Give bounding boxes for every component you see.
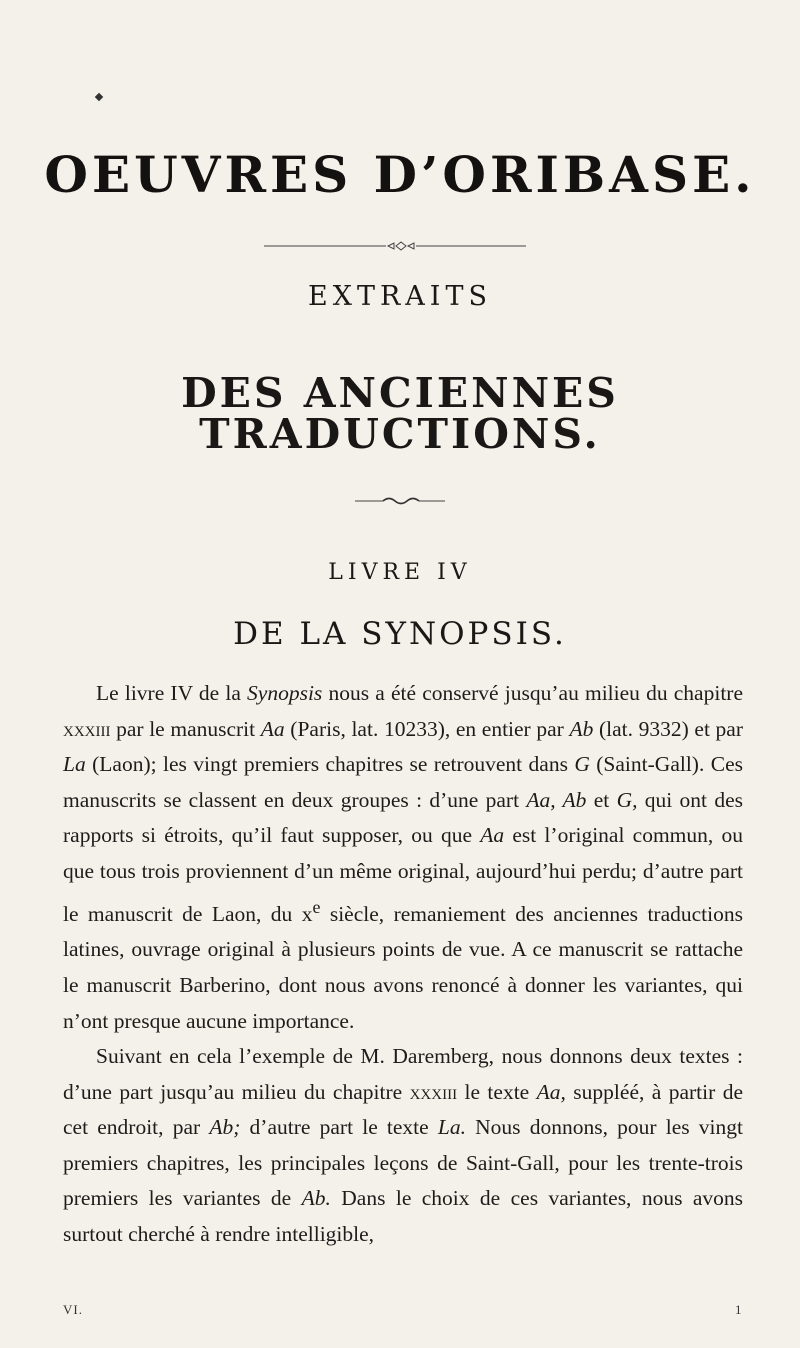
- text-run: (Paris, lat. 10233), en entier par: [284, 716, 570, 741]
- text-run: Le livre IV de la: [96, 681, 248, 705]
- ornament-rule-top-icon: [264, 241, 536, 251]
- italic-run: Aa: [480, 823, 505, 848]
- roman-numeral: xxxiii: [63, 716, 111, 741]
- text-run: siècle, remaniement des anciennes traductions latines, ouvrage original à plusieurs points de vue. A ce manuscrit se rattache le manuscrit Barberino, dont nous avons renoncé à donner les variantes, qui n’ont presque aucune importance.: [63, 901, 743, 1033]
- ornament-rule-top: [0, 236, 800, 255]
- roman-numeral: xxxiii: [409, 1079, 458, 1104]
- superscript: e: [312, 896, 321, 917]
- text-run: le texte: [457, 1079, 537, 1104]
- text-run: (lat. 9332) et par: [593, 716, 743, 741]
- synopsis-heading: DE LA SYNOPSIS.: [233, 616, 567, 652]
- text-run: nous a été conservé jusqu’au milieu du chapitre: [322, 681, 743, 705]
- livre-heading: LIVRE IV: [328, 560, 472, 585]
- italic-run: Ab;: [209, 1115, 241, 1140]
- traductions-heading: DES ANCIENNES TRADUCTIONS.: [181, 369, 619, 458]
- text-run: (Laon); les vingt premiers chapitres se retrouvent dans: [85, 752, 575, 777]
- italic-run: Aa,: [536, 1079, 566, 1104]
- text-run: suppléé, à partir de cet endroit, par: [63, 1079, 743, 1140]
- ornament-rule-middle: [0, 491, 800, 510]
- italic-run: Synopsis: [247, 681, 323, 705]
- text-run: Nous donnons, pour les vingt premiers chapitres, les principales leçons de Saint-Gall, pour les trente-trois premiers les variantes de: [63, 1115, 743, 1211]
- text-run: est l’original commun, ou que tous trois proviennent d’un même original, aujourd’hui perdu; d’autre part le manuscrit de Laon, du x: [63, 823, 743, 926]
- italic-run: Ab.: [301, 1186, 331, 1211]
- main-title: OEUVRES D’ORIBASE.: [44, 145, 756, 204]
- paragraph-2: [63, 1039, 743, 1253]
- ink-mark: [95, 93, 103, 101]
- gathering-number: 1: [735, 1302, 742, 1317]
- italic-run: G: [574, 752, 590, 777]
- text-run: d’autre part le texte: [240, 1115, 438, 1140]
- extraits-heading: EXTRAITS: [308, 281, 492, 312]
- ornament-rule-middle-icon: [355, 496, 445, 506]
- text-run: par le manuscrit: [110, 716, 261, 741]
- text-run: Dans le choix de ces variantes, nous avons surtout cherché à rendre intelligible,: [63, 1186, 744, 1247]
- body-text: [63, 676, 743, 1253]
- italic-run: La: [63, 752, 86, 777]
- text-run: et: [586, 787, 617, 812]
- italic-run: G,: [616, 787, 638, 812]
- text-run: qui ont des rapports si étroits, qu’il faut supposer, ou que: [63, 787, 743, 848]
- text-run: Suivant en cela l’exemple de M. Daremberg, nous donnons deux textes : d’une part jusqu’au milieu du chapitre: [63, 1044, 743, 1104]
- paragraph-1: [63, 676, 743, 1039]
- italic-run: Ab: [569, 716, 594, 741]
- text-run: (Saint-Gall). Ces manuscrits se classent en deux groupes : d’une part: [63, 752, 743, 812]
- italic-run: La.: [437, 1115, 466, 1140]
- signature-mark: VI.: [63, 1302, 83, 1317]
- italic-run: Aa: [260, 716, 285, 741]
- italic-run: Aa, Ab: [526, 787, 587, 812]
